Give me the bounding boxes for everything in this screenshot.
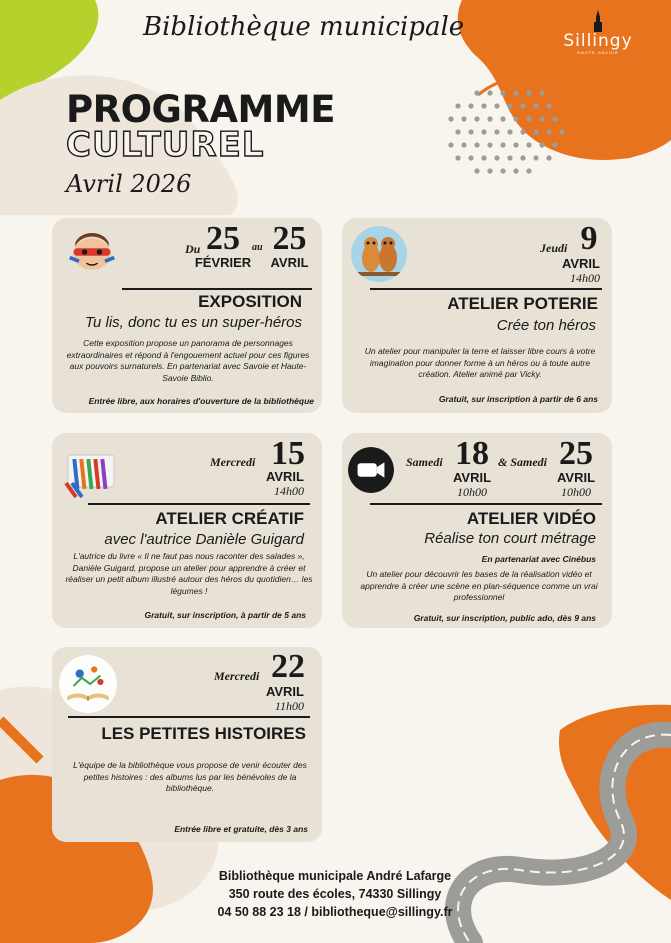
day-from: 25 (206, 220, 240, 257)
event-footer: Entrée libre, aux horaires d'ouverture de la bibliothèque (88, 396, 314, 406)
event-card-histoires (52, 647, 322, 842)
dot (507, 129, 512, 134)
month-from: AVRIL (452, 470, 492, 485)
event-description: Un atelier pour découvrir les bases de la réalisation vidéo et apprendre à créer une scène en plan-séquence comme un vrai professionnel (360, 569, 598, 602)
clay-figures-icon (351, 226, 407, 282)
dot (487, 168, 492, 173)
dot (500, 116, 505, 121)
dot (474, 90, 479, 95)
date-details (562, 256, 600, 285)
event-card-creatif (52, 433, 322, 628)
dot (468, 129, 473, 134)
dot (494, 155, 499, 160)
day-from: 18 (455, 435, 489, 472)
time: 14h00 (274, 484, 304, 498)
dot (526, 142, 531, 147)
dot (552, 142, 557, 147)
footer-name: Bibliothèque municipale André Lafarge (218, 869, 452, 883)
logo-subtitle: HAUTE-SAVOIE (577, 50, 619, 55)
dot (474, 142, 479, 147)
date-prefix: Mercredi (214, 669, 260, 683)
day: 22 (271, 648, 305, 685)
event-description: L'autrice du livre « Il ne faut pas nous raconter des salades », Danièle Guigard, propose un atelier pour apprendre à créer et réaliser un petit album illustré autour des héros du quotidien… les légumes ! (65, 551, 313, 596)
event-subtitle: Crée ton héros (496, 317, 596, 334)
date (264, 648, 312, 685)
dot (500, 142, 505, 147)
library-header: Bibliothèque municipale (143, 12, 465, 42)
event-subtitle: avec l'autrice Danièle Guigard (104, 531, 304, 548)
title-culturel: CULTUREL (66, 125, 265, 165)
event-description: L'équipe de la bibliothèque vous propose de venir écouter des petites histoires : des albums lus par les bénévoles de la bibliothèque. (73, 760, 307, 793)
dot (520, 103, 525, 108)
dot (526, 90, 531, 95)
date-to (550, 435, 602, 499)
day: 15 (271, 435, 305, 472)
dot (481, 103, 486, 108)
dot (546, 103, 551, 108)
event-footer: Gratuit, sur inscription à partir de 6 ans (438, 394, 598, 404)
dot (546, 155, 551, 160)
dot (520, 155, 525, 160)
dot (481, 155, 486, 160)
divider (68, 716, 310, 718)
month-to: AVRIL (270, 255, 309, 270)
dot (500, 90, 505, 95)
dot (507, 155, 512, 160)
date-prefix: Mercredi (210, 455, 256, 469)
dot (474, 168, 479, 173)
superhero-icon (62, 226, 122, 278)
footer-address: 350 route des écoles, 74330 Sillingy (228, 887, 442, 901)
dot (455, 103, 460, 108)
date-details (266, 469, 304, 498)
title-month: Avril 2026 (66, 170, 192, 198)
dot (455, 155, 460, 160)
dot (507, 103, 512, 108)
dot (533, 129, 538, 134)
divider (122, 288, 312, 290)
month: AVRIL (561, 256, 600, 271)
event-description: Un atelier pour manipuler la terre et laisser libre cours à votre imagination pour donner forme à un héros ou à toute autre création. Atelier animé par Vicky. (364, 346, 596, 379)
date-details (266, 684, 304, 713)
dot (481, 129, 486, 134)
dot (546, 129, 551, 134)
event-footer: Gratuit, sur inscription, à partir de 5 ans (144, 610, 306, 620)
month-to: AVRIL (556, 470, 596, 485)
event-description: Cette exposition propose un panorama de personnages extraordinaires et répond à l'engouement actuel pour ces figures aux pouvoirs surnaturels. En partenariat avec Savoie et Haute-Savoie Biblio. (66, 338, 310, 383)
dot (513, 168, 518, 173)
event-title: EXPOSITION (198, 292, 302, 311)
dot (539, 116, 544, 121)
time: 14h00 (570, 271, 600, 285)
day: 9 (580, 220, 598, 257)
date-prefix-from: Samedi (406, 455, 443, 469)
divider (370, 288, 602, 290)
event-footer: Gratuit, sur inscription, public ado, dès 9 ans (413, 613, 596, 623)
dot (487, 116, 492, 121)
day-to: 25 (559, 435, 593, 472)
dot (487, 142, 492, 147)
divider (88, 503, 310, 505)
sillingy-logo (548, 10, 648, 66)
month-from: FÉVRIER (194, 255, 252, 270)
event-title: ATELIER CRÉATIF (155, 509, 304, 528)
date-between: & Samedi (498, 455, 548, 469)
dot (513, 142, 518, 147)
title-programme: PROGRAMME (66, 88, 335, 131)
time-from: 10h00 (457, 485, 487, 499)
dot (487, 90, 492, 95)
dot (513, 116, 518, 121)
month: AVRIL (265, 469, 304, 484)
dot (461, 116, 466, 121)
dot (468, 155, 473, 160)
dot (494, 129, 499, 134)
logo-name: Sillingy (563, 31, 633, 51)
dot (559, 129, 564, 134)
month: AVRIL (265, 684, 304, 699)
markers-icon (62, 445, 118, 501)
event-title: LES PETITES HISTOIRES (101, 724, 306, 743)
event-card-poterie (342, 218, 612, 413)
time: 11h00 (274, 699, 304, 713)
dot (526, 168, 531, 173)
dot (533, 103, 538, 108)
footer-contact: 04 50 88 23 18 / bibliotheque@sillingy.fr (217, 905, 453, 919)
event-title: ATELIER VIDÉO (466, 509, 596, 528)
dot (500, 168, 505, 173)
video-camera-icon (348, 447, 394, 493)
date (574, 220, 604, 257)
date-from (446, 435, 498, 499)
dot (494, 103, 499, 108)
dot (539, 142, 544, 147)
event-card-video (342, 433, 612, 628)
event-subtitle: Tu lis, donc tu es un super-héros (84, 314, 302, 331)
event-card-exposition (52, 218, 322, 413)
event-subtitle: Réalise ton court métrage (424, 530, 596, 547)
dot (552, 116, 557, 121)
date-to (267, 220, 312, 270)
dot (461, 142, 466, 147)
dot (539, 90, 544, 95)
dot (474, 116, 479, 121)
date-prefix: Jeudi (540, 241, 568, 255)
dot (448, 142, 453, 147)
storybook-icon (59, 655, 117, 713)
church-tower-icon (591, 10, 605, 32)
time-to: 10h00 (561, 485, 591, 499)
divider (370, 503, 602, 505)
dot (526, 116, 531, 121)
event-partner: En partenariat avec Cinébus (481, 554, 596, 564)
date-prefix-from: Du (185, 242, 201, 256)
dot (468, 103, 473, 108)
dot (448, 116, 453, 121)
day-to: 25 (272, 220, 307, 257)
date (264, 435, 312, 472)
dot (533, 155, 538, 160)
dot (455, 129, 460, 134)
date-from (192, 220, 254, 270)
event-title: ATELIER POTERIE (447, 294, 598, 313)
dot (513, 90, 518, 95)
event-footer: Entrée libre et gratuite, dès 3 ans (174, 824, 308, 834)
dot (520, 129, 525, 134)
date-between: au (252, 242, 263, 253)
